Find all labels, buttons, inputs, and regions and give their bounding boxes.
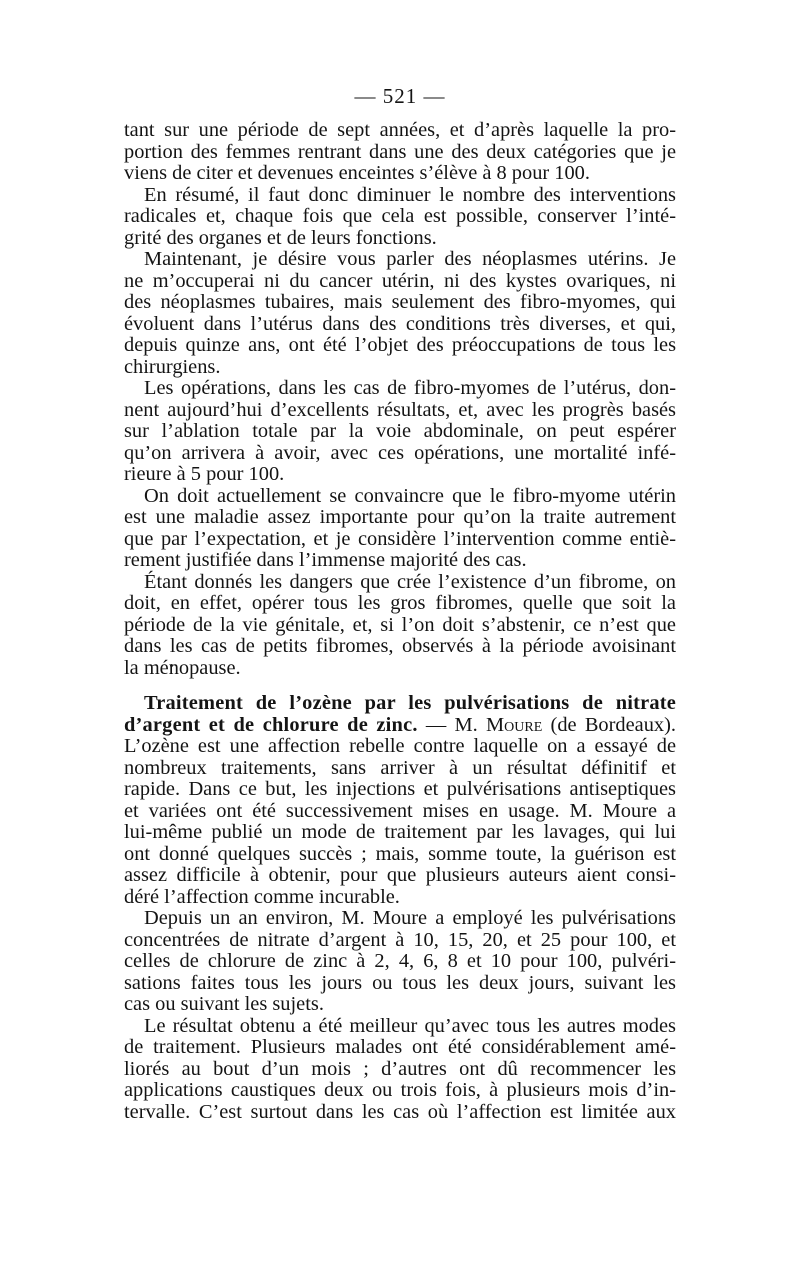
text-line: concentrées de nitrate d’argent à 10, 15, 20, et 25 pour 100, et — [124, 928, 676, 951]
section-heading — [124, 693, 676, 736]
text-line: viens de citer et devenues enceintes s’élève à 8 pour 100. — [124, 162, 590, 184]
paragraph — [124, 486, 676, 572]
text-line: En résumé, il faut donc diminuer le nombre des interventions — [144, 183, 676, 206]
text-line: nent aujourd’hui d’excellents résultats, et, avec les progrès basés — [124, 398, 676, 421]
text-line: rapide. Dans ce but, les injections et pulvérisations antiseptiques — [124, 778, 676, 800]
text-line: Depuis un an environ, M. Moure a employé les pulvérisations — [144, 907, 676, 929]
text-line: Maintenant, je désire vous parler des néoplasmes utérins. Je — [144, 248, 676, 270]
text-line: évoluent dans l’utérus dans des conditions très diverses, et qui, — [124, 312, 676, 335]
text-line: de traitement. Plusieurs malades ont été considérablement amé- — [124, 1036, 676, 1058]
text-line: On doit actuellement se convaincre que le fibro-myome utérin — [144, 484, 676, 507]
paragraph — [124, 185, 676, 250]
page-number: — 521 — — [354, 84, 446, 108]
section-author: Moure — [486, 713, 543, 736]
text-line: déré l’affection comme incurable. — [124, 885, 400, 908]
text-line: applications caustiques deux ou trois fois, à plusieurs mois d’in- — [124, 1079, 676, 1101]
text-line: nombreux traitements, sans arriver à un résultat définitif et — [124, 756, 676, 779]
text-line: sations faites tous les jours ou tous les deux jours, suivant les — [124, 971, 676, 994]
paragraph — [124, 120, 676, 185]
section-heading-line — [124, 715, 676, 737]
text-line: Les opérations, dans les cas de fibro-myomes de l’utérus, don- — [144, 377, 676, 399]
text-line: tant sur une période de sept années, et d’après laquelle la pro- — [124, 119, 676, 141]
text-line: portion des femmes rentrant dans une des deux catégories que je — [124, 140, 676, 163]
section-spacer — [124, 679, 676, 693]
text-line: liorés au bout d’un mois ; d’autres ont dû recommencer les — [124, 1057, 676, 1080]
text-line: chirurgiens. — [124, 355, 221, 378]
text-line: assez difficile à obtenir, pour que plusieurs auteurs aient consi- — [124, 864, 676, 886]
text-line: rieure à 5 pour 100. — [124, 463, 285, 485]
text-line: dans les cas de petits fibromes, observés à la période avoisinant — [124, 635, 676, 657]
text-line: radicales et, chaque fois que cela est possible, conserver l’inté- — [124, 205, 676, 227]
text-line: période de la vie génitale, et, si l’on doit s’abstenir, ce n’est que — [124, 613, 676, 636]
section-author-affiliation: (de Bordeaux). — [542, 713, 676, 736]
text-line: L’ozène est une affection rebelle contre laquelle on a essayé de — [124, 735, 676, 757]
section-heading-dash: — M. — [417, 713, 487, 736]
text-line: rement justifiée dans l’immense majorité des cas. — [124, 549, 527, 571]
text-line: que par l’expectation, et je considère l’intervention comme entiè- — [124, 527, 676, 550]
text-line: grité des organes et de leurs fonctions. — [124, 226, 437, 249]
paragraph — [124, 736, 676, 908]
text-line: est une maladie assez importante pour qu’on la traite autrement — [124, 506, 676, 528]
text-line: sur l’ablation totale par la voie abdominale, on peut espérer — [124, 420, 676, 442]
text-line: ne m’occuperai ni du cancer utérin, ni des kystes ovariques, ni — [124, 269, 676, 292]
paragraph — [124, 378, 676, 486]
paragraph — [124, 249, 676, 378]
text-line: celles de chlorure de zinc à 2, 4, 6, 8 et 10 pour 100, pulvéri- — [124, 950, 676, 972]
text-line: Étant donnés les dangers que crée l’existence d’un fibrome, on — [144, 570, 676, 593]
text-line: ont donné quelques succès ; mais, somme toute, la guérison est — [124, 842, 676, 865]
text-line: et variées ont été successivement mises en usage. M. Moure a — [124, 799, 676, 822]
paragraph — [124, 1016, 676, 1124]
section-heading-line: Traitement de l’ozène par les pulvérisations de nitrate — [144, 692, 676, 714]
text-line: cas ou suivant les sujets. — [124, 993, 324, 1015]
body-text — [124, 120, 676, 1123]
text-line: depuis quinze ans, ont été l’objet des préoccupations de tous les — [124, 334, 676, 356]
text-line: la ménopause. — [124, 656, 241, 679]
text-line: qu’on arrivera à avoir, avec ces opérations, une mortalité infé- — [124, 441, 676, 464]
section-heading-bold-part: d’argent et de chlorure de zinc. — [124, 713, 418, 736]
text-line: doit, en effet, opérer tous les gros fibromes, quelle que soit la — [124, 592, 676, 614]
paragraph — [124, 572, 676, 680]
paragraph — [124, 908, 676, 1016]
text-line: des néoplasmes tubaires, mais seulement des fibro-myomes, qui — [124, 291, 676, 313]
text-line: tervalle. C’est surtout dans les cas où l’affection est limitée aux — [124, 1100, 676, 1123]
text-line: lui-même publié un mode de traitement par les lavages, qui lui — [124, 821, 676, 843]
text-line: Le résultat obtenu a été meilleur qu’avec tous les autres modes — [144, 1014, 676, 1037]
